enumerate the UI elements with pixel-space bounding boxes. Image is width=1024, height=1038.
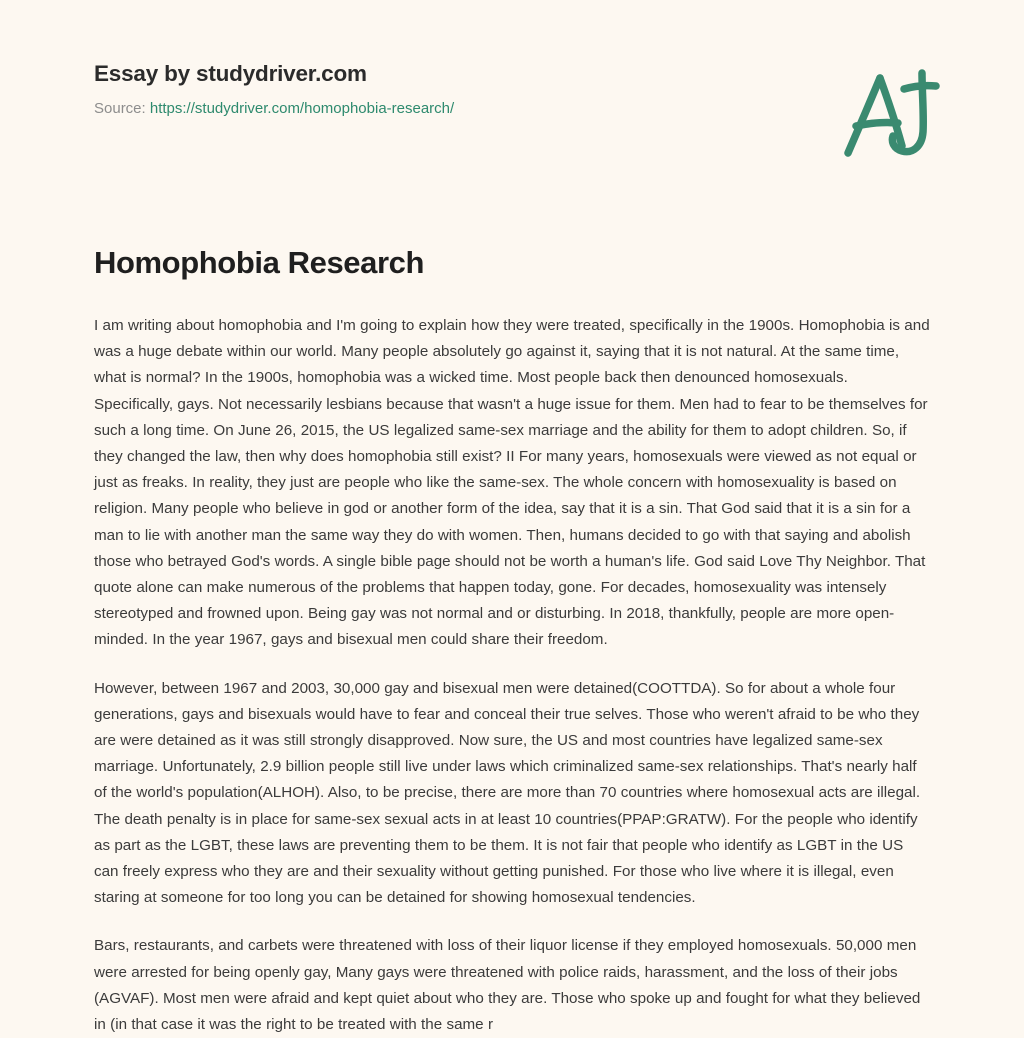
source-line bbox=[94, 100, 930, 118]
source-label: Source: bbox=[94, 100, 146, 117]
source-url-link[interactable]: https://studydriver.com/homophobia-research/ bbox=[149, 100, 455, 117]
a-plus-logo-svg bbox=[836, 62, 946, 162]
document-body bbox=[94, 313, 930, 1038]
a-plus-logo-icon bbox=[836, 62, 946, 162]
paragraph: Bars, restaurants, and carbets were threatened with loss of their liquor license if they employed homosexuals. 50,000 men were arrested for being openly gay, Many gays were threatened with police raids, harassment, and the loss of their jobs (AGVAF). Most men were afraid and kept quiet about who they are. Those who spoke up and fought for what they believed in (in that case it was the right to be treated with the same r bbox=[94, 937, 921, 1034]
page-title: Homophobia Research bbox=[94, 245, 425, 280]
essay-attribution: Essay by studydriver.com bbox=[94, 61, 367, 86]
document-header bbox=[94, 60, 930, 170]
paragraph: I am writing about homophobia and I'm going to explain how they were treated, specifically in the 1900s. Homophobia is and was a huge debate within our world. Many people absolutely go against it, saying that it is not natural. At the same time, what is normal? In the 1900s, homophobia was a wicked time. Most people back then denounced homosexuals. Specifically, gays. Not necessarily lesbians because that wasn't a huge issue for them. Men had to fear to be themselves for such a long time. On June 26, 2015, the US legalized same-sex marriage and the ability for them to adopt children. So, if they changed the law, then why does homophobia still exist? II For many years, homosexuals were viewed as not equal or just as freaks. In reality, they just are people who like the same-sex. The whole concern with homosexuality is based on religion. Many people who believe in god or another form of the idea, say that it is a sin. That God said that it is a sin for a man to lie with another man the same way they do with women. Then, humans decided to go with that saying and abolish those who betrayed God's words. A single bible page should not be worth a human's life. God said Love Thy Neighbor. That quote alone can make numerous of the problems that happen today, gone. For decades, homosexuality was intensely stereotyped and frowned upon. Being gay was not normal and or disturbing. In 2018, thankfully, people are more open-minded. In the year 1967, gays and bisexual men could share their freedom. bbox=[94, 317, 930, 649]
paragraph: However, between 1967 and 2003, 30,000 gay and bisexual men were detained(COOTTDA). So for about a whole four generations, gays and bisexuals would have to fear and conceal their true selves. Those who weren't afraid to be who they are were detained as it was still strongly disapproved. Now sure, the US and most countries have legalized same-sex marriage. Unfortunately, 2.9 billion people still live under laws which criminalized same-sex relationships. That's nearly half of the world's population(ALHOH). Also, to be precise, there are more than 70 countries where homosexual acts are illegal. The death penalty is in place for same-sex sexual acts in at least 10 countries(PPAP:GRATW). For the people who identify as part as the LGBT, these laws are preventing them to be them. It is not fair that people who identify as LGBT in the US can freely express who they are and their sexuality without getting punished. For those who live where it is illegal, even staring at someone for too long you can be detained for showing homosexual tendencies. bbox=[94, 679, 921, 907]
